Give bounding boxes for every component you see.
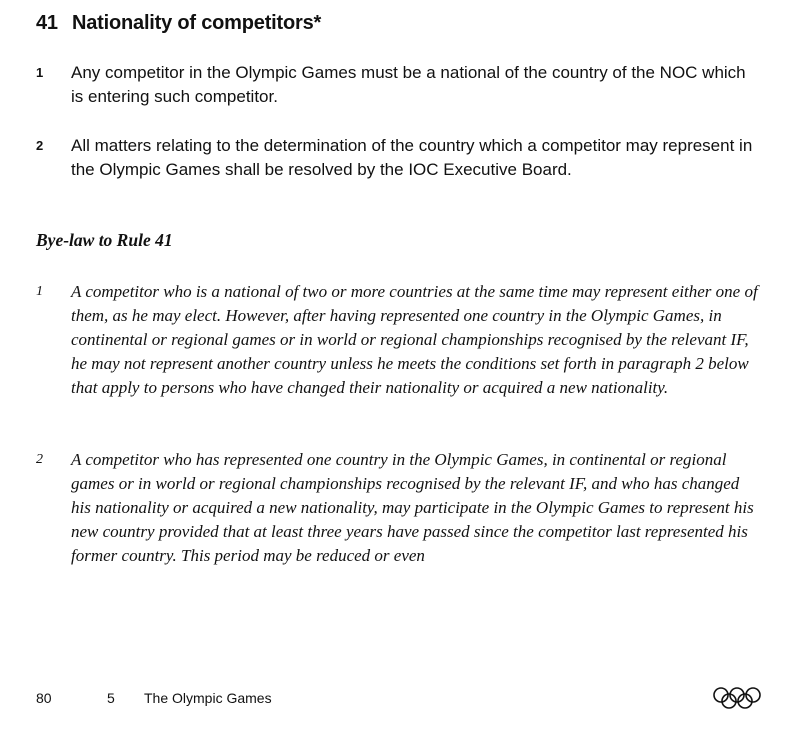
clause-number: 1 [36,65,44,80]
byelaw-clause-text: A competitor who is a national of two or more countries at the same time may represent either one of them, as he may elect. However, after having represented one country in the Olympic Games, in continental or regional games or in world or regional championships recognised by the relevant IF, he may not represent another country unless he meets the conditions set forth in paragraph 2 below that apply to persons who have changed their nationality or acquired a new nationality. [71,282,758,397]
rule-title: Nationality of competitors* [72,12,322,34]
chapter-title: The Olympic Games [144,690,272,706]
clause-1 [36,61,756,109]
page-number: 80 [36,690,52,706]
clause-2 [36,134,756,182]
rule-heading [36,12,321,35]
byelaw-clause-1 [36,280,760,400]
byelaw-clause-number: 1 [36,284,43,299]
byelaw-heading: Bye-law to Rule 41 [36,230,173,250]
clause-number: 2 [36,138,44,153]
olympic-rings-icon [712,686,762,715]
clause-text: Any competitor in the Olympic Games must be a national of the country of the NOC which is entering such competitor. [71,63,746,106]
chapter-number: 5 [107,690,115,706]
rule-number: 41 [36,12,58,34]
page-footer [0,688,800,712]
clause-text: All matters relating to the determination of the country which a competitor may represent in the Olympic Games shall be resolved by the IOC Executive Board. [71,136,753,179]
byelaw-clause-number: 2 [36,452,43,467]
byelaw-clause-text: A competitor who has represented one country in the Olympic Games, in continental or regional games or in world or regional championships recognised by the relevant IF, and who has changed his nationality or acquired a new nationality, may participate in the Olympic Games to represent his new country provided that at least three years have passed since the competitor last represented his former country. This period may be reduced or even [71,450,754,565]
byelaw-clause-2 [36,448,760,568]
